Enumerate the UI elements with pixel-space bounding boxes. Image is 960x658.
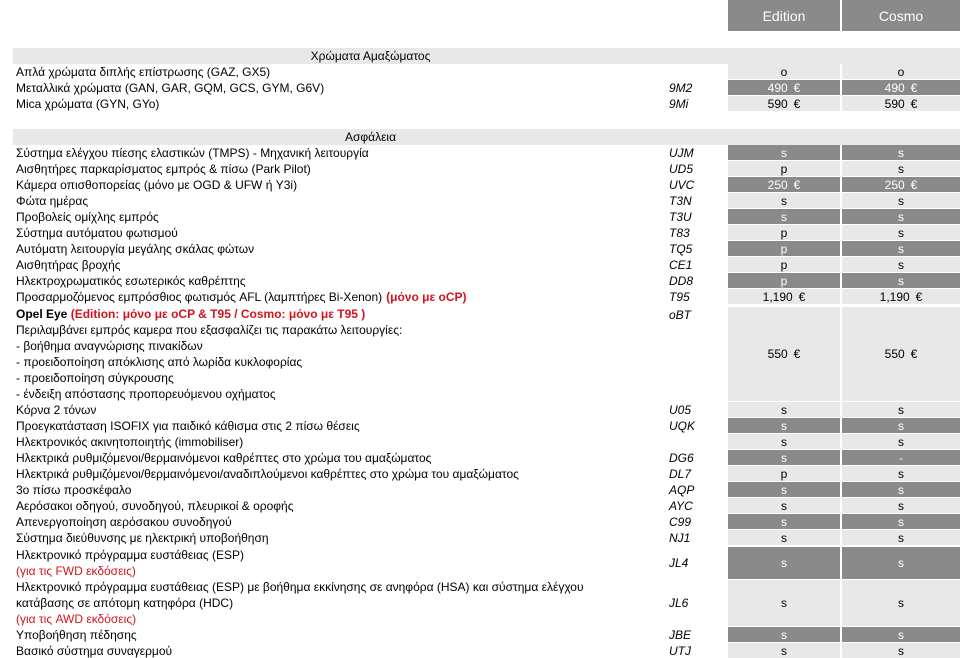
option-description: Ηλεκτροχρωματικός εσωτερικός καθρέπτης [16, 273, 246, 288]
table-row [0, 96, 960, 111]
option-code: JBE [669, 627, 692, 642]
cosmo-value: 250 € [842, 177, 960, 192]
table-row [0, 161, 960, 176]
option-description: Ηλεκτρικά ρυθμιζόμενοι/θερμαινόμενοι καθρέπτες στο χρώμα του αμαξώματος [16, 450, 432, 465]
cosmo-value: o [842, 64, 960, 79]
option-code: 9Mi [669, 96, 689, 111]
option-code: T95 [669, 289, 690, 304]
opel-eye-line: - προειδοποίηση απόκλισης από λωρίδα κυκλοφορίας [16, 355, 303, 369]
option-description: Σύστημα αυτόματου φωτισμού [16, 225, 178, 240]
table-row [0, 289, 960, 304]
table-row [0, 193, 960, 208]
edition-value: s [728, 434, 840, 449]
table-row [0, 434, 960, 449]
edition-value: 590 € [728, 96, 840, 111]
option-code: C99 [669, 514, 692, 529]
cosmo-value: s [842, 643, 960, 658]
opel-eye-desc [13, 307, 663, 401]
option-code: U05 [669, 402, 692, 417]
option-code: TQ5 [669, 241, 693, 256]
cosmo-value: s [842, 418, 960, 433]
option-description: 3ο πίσω προσκέφαλο [16, 482, 132, 497]
option-code: DL7 [669, 466, 692, 481]
edition-value: o [728, 64, 840, 79]
opel-eye-line: Περιλαμβάνει εμπρός καμερα που εξασφαλίζει τις παρακάτω λειτουργίες: [16, 323, 403, 337]
cosmo-value: s [842, 514, 960, 529]
opel-eye-line: - βοήθημα αναγνώρισης πινακίδων [16, 339, 203, 353]
edition-value: s [728, 498, 840, 513]
option-description: Μεταλλικά χρώματα (GAN, GAR, GQM, GCS, GYM, G6V) [16, 80, 325, 95]
option-description: Προσαρμοζόμενος εμπρόσθιος φωτισμός AFL (λαμπτήρες Bi-Xenon) (μόνο με oCP) [16, 289, 467, 304]
edition-value: 250 € [728, 177, 840, 192]
table-row [0, 257, 960, 272]
opel-eye-note: (Edition: μόνο με oCP & T95 / Cosmo: μόνο με T95 ) [70, 307, 366, 321]
cosmo-value: - [842, 450, 960, 465]
table-row [0, 241, 960, 256]
opel-eye-line: - ένδειξη απόστασης προπορευόμενου οχήματος [16, 387, 276, 401]
option-description: Αυτόματη λειτουργία μεγάλης σκάλας φώτων [16, 241, 255, 256]
esp-fwd-row [0, 547, 960, 579]
euro-sign: € [910, 96, 918, 111]
cosmo-value: s [842, 241, 960, 256]
edition-value: s [728, 209, 840, 224]
euro-sign: € [910, 177, 918, 192]
option-code [665, 64, 728, 79]
option-code: DD8 [669, 273, 694, 288]
option-description: Προβολείς ομίχλης εμπρός [16, 209, 159, 224]
table-row [0, 482, 960, 497]
section-safety [13, 129, 960, 145]
option-description: Mica χρώματα (GYN, GYo) [16, 96, 160, 111]
edition-value: s [728, 547, 840, 579]
table-row [0, 177, 960, 192]
esp-awd-line: Ηλεκτρονικό πρόγραμμα ευστάθειας (ESP) με βοήθημα εκκίνησης σε ανηφόρα (HSA) και σύστημα ελέγχου [16, 580, 584, 594]
esp-line: Ηλεκτρονικό πρόγραμμα ευστάθειας (ESP) [16, 548, 244, 562]
option-code: UJM [669, 145, 694, 160]
euro-sign: € [793, 177, 801, 192]
edition-value: s [728, 450, 840, 465]
option-code: AYC [669, 498, 693, 513]
option-note: (μόνο με oCP) [386, 289, 467, 304]
table-row [0, 466, 960, 481]
table-row [0, 402, 960, 417]
cosmo-value: s [842, 530, 960, 545]
table-row [0, 64, 960, 79]
option-description: Ηλεκτρικά ρυθμιζόμενοι/θερμαινόμενοι/αναδιπλούμενοι καθρέπτες στο χρώμα του αμαξώματος [16, 466, 519, 481]
table-row [0, 209, 960, 224]
edition-value: p [728, 257, 840, 272]
cosmo-header: Cosmo [842, 0, 960, 31]
cosmo-price: 550 € [842, 307, 960, 401]
table-row [0, 225, 960, 240]
option-description: Αισθητήρας βροχής [16, 257, 121, 272]
edition-value: p [728, 161, 840, 176]
cosmo-value: s [842, 402, 960, 417]
edition-value: p [728, 225, 840, 240]
esp-awd-line: κατάβασης σε απότομη κατηφόρα (HDC) [16, 596, 234, 610]
cosmo-value: s [842, 193, 960, 208]
option-code [665, 434, 728, 449]
option-description: Βασικό σύστημα συναγερμού [16, 643, 173, 658]
edition-value: s [728, 627, 840, 642]
table-row [0, 627, 960, 642]
section-title: Χρώματα Αμαξώματος [310, 49, 431, 63]
cosmo-value: s [842, 273, 960, 288]
option-description: Απλά χρώματα διπλής επίστρωσης (GAZ, GX5) [16, 64, 271, 79]
esp-awd-note: (για τις AWD εκδόσεις) [16, 612, 137, 626]
option-code: UD5 [669, 161, 694, 176]
table-row [0, 643, 960, 658]
cosmo-value: s [842, 627, 960, 642]
cosmo-value: s [842, 547, 960, 579]
edition-value: s [728, 418, 840, 433]
cosmo-value: s [842, 257, 960, 272]
cosmo-value: 490 € [842, 80, 960, 95]
cosmo-value: s [842, 145, 960, 160]
option-code: DG6 [669, 450, 694, 465]
cosmo-value: s [842, 161, 960, 176]
opel-eye-title: Opel Eye [16, 307, 68, 321]
table-row [0, 418, 960, 433]
edition-price: 550 € [728, 307, 840, 401]
cosmo-value: 1,190 € [842, 289, 960, 304]
cosmo-value: s [842, 466, 960, 481]
edition-value: s [728, 643, 840, 658]
edition-value: s [728, 402, 840, 417]
esp-note: (για τις FWD εκδόσεις) [16, 564, 136, 578]
edition-value: p [728, 466, 840, 481]
option-code: JL6 [669, 596, 689, 610]
edition-value: s [728, 514, 840, 529]
section-title: Ασφάλεια [344, 130, 397, 144]
option-code: JL4 [669, 556, 689, 570]
edition-value: p [728, 273, 840, 288]
euro-sign: € [793, 80, 801, 95]
table-row [0, 80, 960, 95]
euro-sign: € [798, 289, 806, 304]
option-description: Αισθητήρες παρκαρίσματος εμπρός & πίσω (Park Pilot) [16, 161, 311, 176]
option-description: Απενεργοποίηση αερόσακου συνοδηγού [16, 514, 232, 529]
option-code: T3U [669, 209, 692, 224]
cosmo-value: s [842, 225, 960, 240]
option-description: Κόρνα 2 τόνων [16, 402, 97, 417]
esp-awd-desc [13, 580, 663, 626]
option-description: Προεγκατάσταση ISOFIX για παιδικό κάθισμα στις 2 πίσω θέσεις [16, 418, 360, 433]
option-code: AQP [669, 482, 695, 497]
option-code: oBT [669, 308, 692, 322]
option-code: 9M2 [669, 80, 693, 95]
edition-header: Edition [728, 0, 840, 31]
cosmo-value: s [842, 434, 960, 449]
table-row [0, 145, 960, 160]
table-row [0, 530, 960, 545]
cosmo-value: s [842, 209, 960, 224]
opel-eye-row [0, 307, 960, 401]
section-colors [13, 48, 960, 64]
option-code: UTJ [669, 643, 691, 658]
euro-sign: € [915, 289, 923, 304]
table-row [0, 514, 960, 529]
edition-value: 1,190 € [728, 289, 840, 304]
option-code: T83 [669, 225, 690, 240]
option-code: UVC [669, 177, 695, 192]
edition-value: s [728, 482, 840, 497]
table-row [0, 498, 960, 513]
euro-sign: € [793, 96, 801, 111]
option-description: Σύστημα διεύθυνσης με ηλεκτρική υποβοήθηση [16, 530, 269, 545]
esp-fwd-desc [13, 547, 663, 579]
edition-value: s [728, 193, 840, 208]
edition-value: s [728, 145, 840, 160]
cosmo-value: 590 € [842, 96, 960, 111]
esp-awd-row [0, 580, 960, 626]
option-code: NJ1 [669, 530, 691, 545]
option-description: Φώτα ημέρας [16, 193, 89, 208]
opel-eye-line: - προειδοποίηση σύγκρουσης [16, 371, 174, 385]
edition-value: s [728, 530, 840, 545]
option-description: Κάμερα οπισθοπορείας (μόνο με OGD & UFW ή Y3i) [16, 177, 298, 192]
cosmo-value: s [842, 580, 960, 626]
euro-sign: € [910, 80, 918, 95]
table-row [0, 450, 960, 465]
cosmo-value: s [842, 498, 960, 513]
option-code: CE1 [669, 257, 693, 272]
option-description: Ηλεκτρονικός ακινητοποιητής (immobiliser) [16, 434, 244, 449]
option-code: T3N [669, 193, 692, 208]
table-row [0, 273, 960, 288]
edition-value: s [728, 580, 840, 626]
cosmo-value: s [842, 482, 960, 497]
option-description: Υποβοήθηση πέδησης [16, 627, 137, 642]
option-code: UQK [669, 418, 696, 433]
edition-value: 490 € [728, 80, 840, 95]
edition-value: p [728, 241, 840, 256]
option-description: Αερόσακοι οδηγού, συνοδηγού, πλευρικοί & οροφής [16, 498, 294, 513]
option-description: Σύστημα ελέγχου πίεσης ελαστικών (TMPS) - Μηχανική λειτουργία [16, 145, 369, 160]
